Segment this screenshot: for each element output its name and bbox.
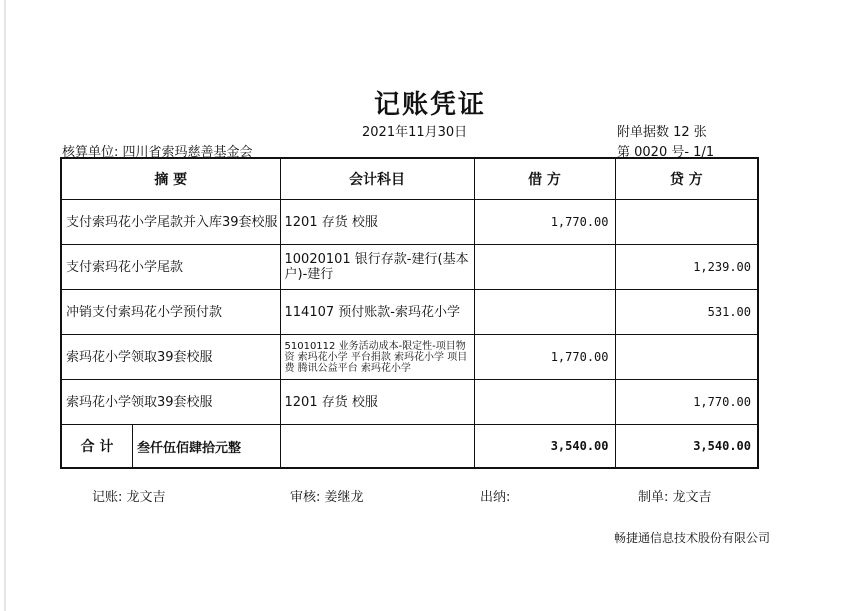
row-summary: 支付索玛花小学尾款并入库39套校服 [61,200,280,245]
row-summary: 索玛花小学领取39套校服 [61,335,280,380]
header-credit: 贷 方 [615,158,758,200]
table-header-row [61,158,758,200]
row-credit [615,200,758,245]
table-row [61,200,758,245]
row-summary: 冲销支付索玛花小学预付款 [61,290,280,335]
voucher-table [60,157,759,469]
row-debit: 1,770.00 [474,200,615,245]
row-account: 1201 存货 校服 [280,380,474,425]
row-credit [615,335,758,380]
row-debit [474,380,615,425]
preparer-signature: 制单: 龙文吉 [638,490,712,505]
total-cell [61,425,280,469]
header-account: 会计科目 [280,158,474,200]
header-summary: 摘 要 [61,158,280,200]
row-summary: 支付索玛花小学尾款 [61,245,280,290]
table-row [61,335,758,380]
voucher-date: 2021年11月30日 [362,125,468,140]
header-debit: 借 方 [474,158,615,200]
table-row [61,380,758,425]
total-blank [280,425,474,469]
reviewer-signature: 审核: 姜继龙 [290,490,364,505]
row-credit: 1,239.00 [615,245,758,290]
row-account: 1201 存货 校服 [280,200,474,245]
table-row [61,290,758,335]
total-label: 合 计 [62,425,133,467]
total-debit: 3,540.00 [474,425,615,469]
software-company: 畅捷通信息技术股份有限公司 [614,531,771,545]
row-account: 51010112 业务活动成本-限定性-项目物资 索玛花小学 平台捐款 索玛花小学 项目费 腾讯公益平台 索玛花小学 [280,335,474,380]
voucher-number: 第 0020 号- 1/1 [617,145,715,160]
bookkeeper-signature: 记账: 龙文吉 [92,490,166,505]
total-credit: 3,540.00 [615,425,758,469]
total-amount-words: 叁仟伍佰肆拾元整 [137,440,242,456]
row-summary: 索玛花小学领取39套校服 [61,380,280,425]
row-credit: 531.00 [615,290,758,335]
table-row [61,245,758,290]
voucher-title: 记账凭证 [373,90,486,120]
row-debit [474,290,615,335]
row-account: 10020101 银行存款-建行(基本户)-建行 [280,245,474,290]
attachment-count: 附单据数 12 张 [617,125,707,140]
total-row [61,425,758,469]
accounting-unit: 核算单位: 四川省索玛慈善基金会 [62,145,253,160]
cashier-signature: 出纳: [480,490,511,505]
row-credit: 1,770.00 [615,380,758,425]
row-debit: 1,770.00 [474,335,615,380]
row-account: 114107 预付账款-索玛花小学 [280,290,474,335]
row-debit [474,245,615,290]
